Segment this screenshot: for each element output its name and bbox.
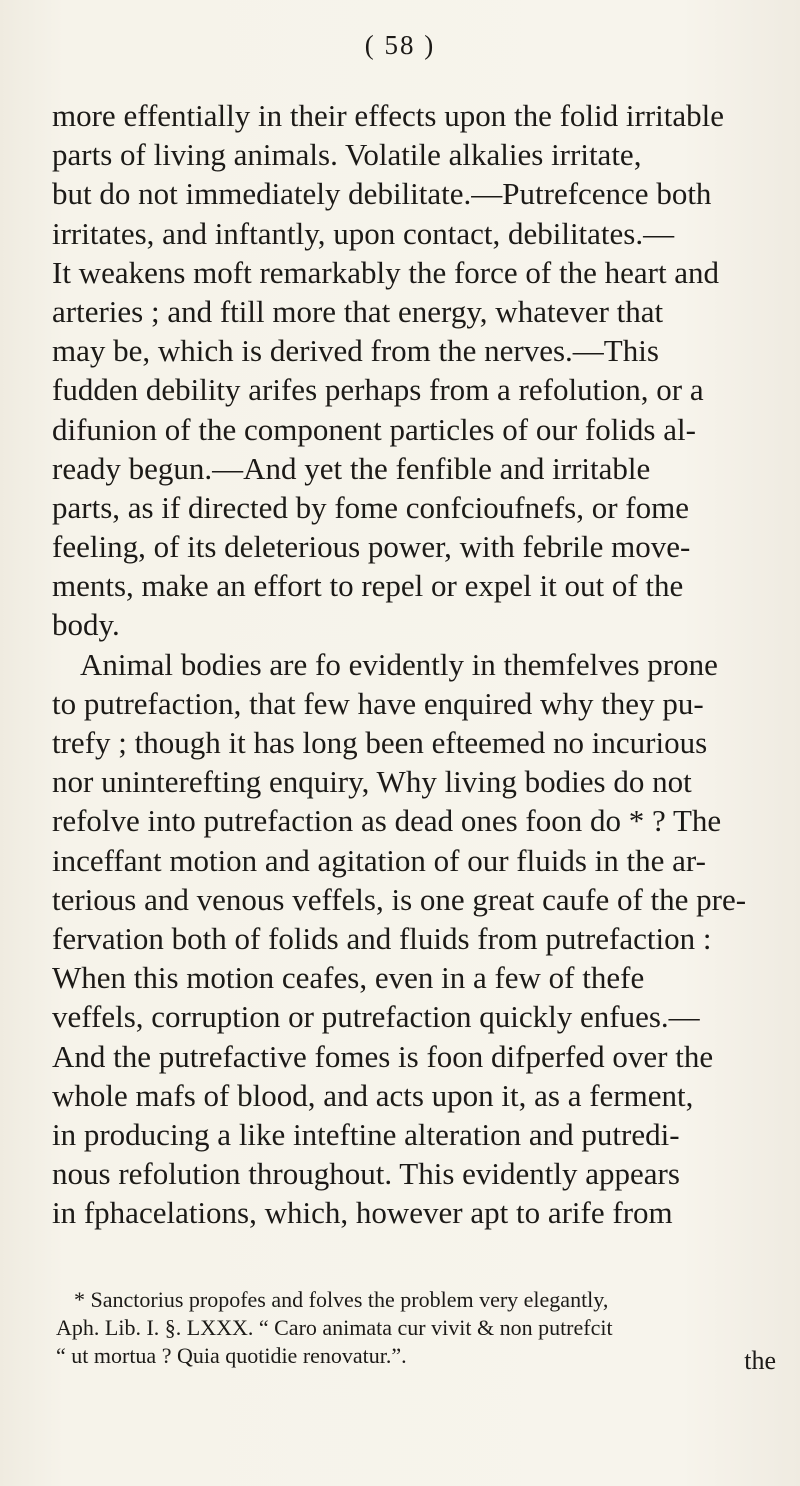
text-line: ments, make an effort to repel or expel it out of the — [52, 568, 684, 604]
text-line: parts, as if directed by fome confcioufnefs, or fome — [52, 489, 689, 525]
text-line: When this motion ceafes, even in a few of thefe — [52, 960, 645, 996]
text-line: fudden debility arifes perhaps from a refolution, or a — [52, 372, 704, 408]
text-line: It weakens moft remarkably the force of the heart and — [52, 254, 720, 290]
text-line: refolve into putrefaction as dead ones foon do * ? The — [52, 803, 722, 839]
text-line: difunion of the component particles of our folids al- — [52, 411, 696, 447]
text-line: may be, which is derived from the nerves.—This — [52, 333, 659, 369]
text-line: parts of living animals. Volatile alkalies irritate, — [52, 137, 642, 173]
paragraph-start-line: Animal bodies are fo evidently in themfelves prone — [80, 646, 718, 682]
text-line: in fphacelations, which, however apt to arife from — [52, 1195, 673, 1231]
text-line: irritates, and inftantly, upon contact, debilitates.— — [52, 215, 675, 251]
footnote-line: Aph. Lib. I. §. LXXX. “ Caro animata cur vivit & non putrefcit — [56, 1315, 613, 1340]
text-line: feeling, of its deleterious power, with febrile move- — [52, 529, 691, 565]
text-line: to putrefaction, that few have enquired why they pu- — [52, 685, 704, 721]
footnote — [56, 1286, 786, 1370]
text-line: terious and venous veffels, is one great caufe of the pre- — [52, 881, 747, 917]
text-line: ready begun.—And yet the fenfible and irritable — [52, 450, 651, 486]
text-line: whole mafs of blood, and acts upon it, as a ferment, — [52, 1077, 694, 1113]
body-text — [52, 96, 792, 1232]
text-line: arteries ; and ftill more that energy, whatever that — [52, 293, 664, 329]
text-line: in producing a like inteftine alteration and putredi- — [52, 1116, 680, 1152]
page-number: ( 58 ) — [364, 30, 436, 60]
text-line: inceffant motion and agitation of our fluids in the ar- — [52, 842, 706, 878]
text-line: veffels, corruption or putrefaction quickly enfues.— — [52, 999, 700, 1035]
text-line: but do not immediately debilitate.—Putrefcence both — [52, 176, 712, 212]
text-line: more effentially in their effects upon the folid irritable — [52, 98, 725, 133]
footnote-line: * Sanctorius propofes and folves the problem very elegantly, — [74, 1287, 609, 1312]
text-line: nor uninterefting enquiry, Why living bodies do not — [52, 764, 692, 800]
text-line: trefy ; though it has long been efteemed no incurious — [52, 725, 708, 760]
text-line: nous refolution throughout. This evidently appears — [52, 1156, 680, 1192]
text-line: body. — [52, 607, 120, 643]
footnote-line: “ ut mortua ? Quia quotidie renovatur.”. — [56, 1343, 407, 1368]
text-line: And the putrefactive fomes is foon difperfed over the — [52, 1038, 714, 1074]
text-line: fervation both of folids and fluids from putrefaction : — [52, 920, 712, 956]
catchword: the — [744, 1346, 776, 1375]
